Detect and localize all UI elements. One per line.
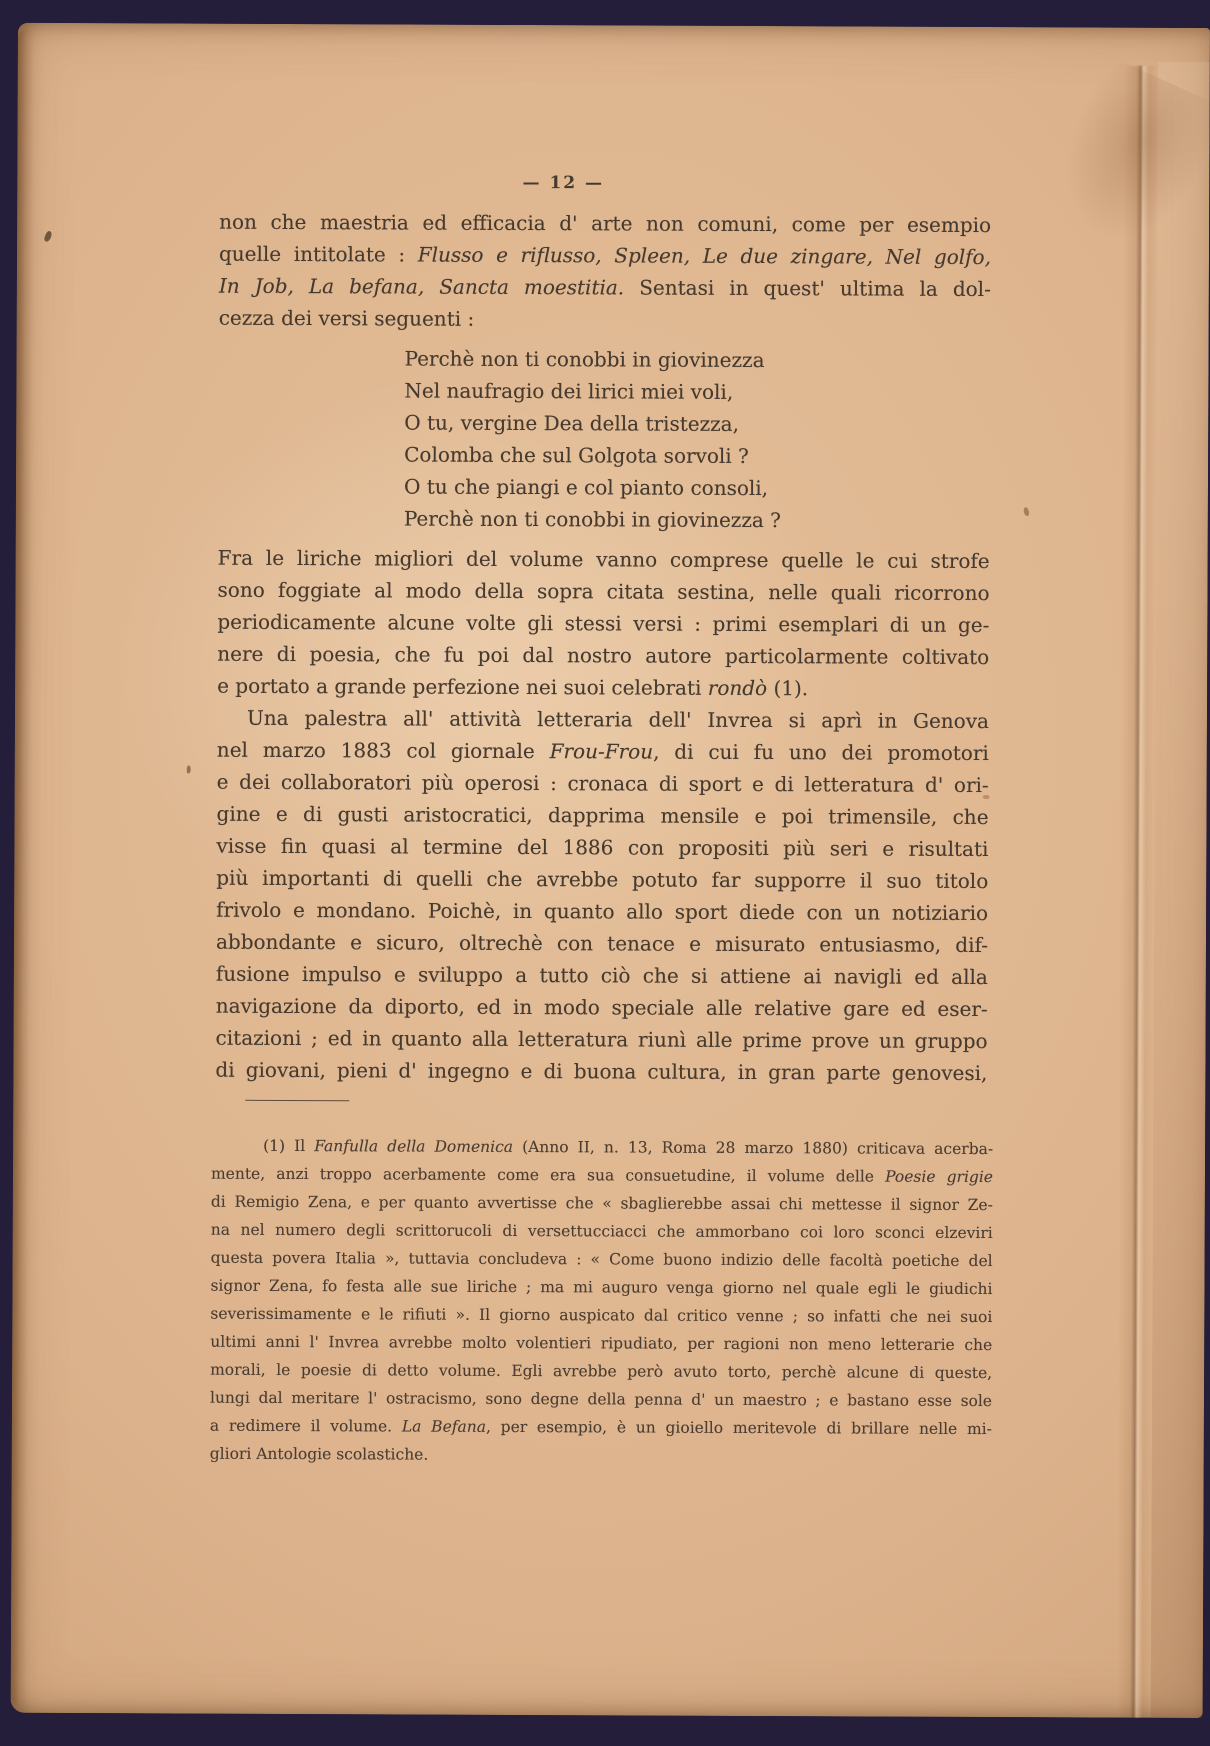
text-segment: Fra le liriche migliori del volume vanno comprese quelle le cui strofe [217,545,990,574]
text-segment: (1) Il [263,1136,315,1156]
footnote-line [210,1272,992,1303]
text-line [219,238,991,273]
text-segment: lungi dal meritare l' ostracismo, sono degne della penna d' un maestro ; e bastano esse sole [209,1388,993,1411]
text-line [217,670,989,705]
text-segment: na nel numero degli scrittorucoli di versettucciacci che ammorbano coi loro sconci elzeviri [210,1220,993,1243]
text-segment: Perchè non ti conobbi in giovinezza ? [403,506,781,533]
italic-text-segment: rondò [707,675,768,701]
text-segment: Colomba che sul Golgota sorvoli ? [404,442,749,468]
text-segment: più importanti di quelli che avrebbe potuto far supporre il suo titolo [216,865,989,894]
prose-block [217,542,990,705]
paper-speck [187,766,191,774]
text-segment: cezza dei versi seguenti : [218,305,475,331]
text-segment: Una palestra all' attività letteraria dell' Invrea si aprì in Genova [246,705,990,734]
paper-speck [1023,507,1030,517]
footnote-line [211,1160,993,1191]
text-segment: visse fin quasi al termine del 1886 con propositi più seri e risultati [216,833,989,862]
text-line [217,606,989,641]
text-segment: citazioni ; ed in quanto alla letteratura riunì alle prime prove un gruppo [215,1025,988,1054]
prose-block [215,702,989,1089]
paper-speck [983,795,990,799]
text-segment: Sentasi in quest' ultima la dol- [624,275,991,302]
verse-block [218,342,991,537]
text-line [216,958,988,993]
italic-text-segment: Poesie grigie [885,1167,994,1187]
text-line [216,862,988,897]
text-segment: di giovani, pieni d' ingegno e di buona cultura, in gran parte genovesi, [215,1057,988,1086]
fore-edge-panel [1151,62,1210,1718]
text-segment: periodicamente alcune volte gli stessi versi : primi esemplari di un ge- [217,609,990,638]
footnote-line [210,1440,992,1471]
paper-speck [43,230,53,243]
text-line [218,542,990,577]
footnote-block [210,1132,993,1471]
text-line [216,1022,988,1057]
book-page [11,23,1210,1718]
verse-line [218,342,990,377]
italic-text-segment: Fanfulla della Domenica [314,1137,514,1156]
text-segment: O tu, vergine Dea della tristezza, [404,410,740,436]
text-line [216,990,988,1025]
text-segment: (Anno II, n. 13, Roma 28 marzo 1880) criticava acerba- [512,1137,994,1159]
text-segment: Nel naufragio dei lirici miei voli, [404,378,734,404]
footnote-rule [245,1100,349,1101]
text-segment: mente, anzi troppo acerbamente come era sua consuetudine, il volume delle [210,1164,886,1186]
page-stack-edge [11,29,34,1709]
italic-text-segment: In Job, La befana, Sancta moestitia. [218,273,625,300]
text-segment: e portato a grande perfezione nei suoi celebrati [217,673,708,700]
footnote-line [210,1412,992,1443]
text-segment: Perchè non ti conobbi in giovinezza [404,346,765,373]
text-segment: ultimi anni l' Invrea avrebbe molto volentieri ripudiato, per ragioni non meno letterarie che [210,1332,993,1355]
text-line [219,270,991,305]
text-segment: (1). [767,676,809,701]
text-segment: navigazione da diporto, ed in modo speciale alle relative gare ed eser- [215,993,988,1022]
text-segment: quelle intitolate : [218,241,418,267]
text-segment: gine e di gusti aristocratici, dapprima mensile e poi trimensile, che [216,801,989,830]
text-line [216,926,988,961]
italic-text-segment: La Befana [401,1417,487,1436]
text-segment: di Remigio Zena, e per quanto avvertisse che « sbaglierebbe assai chi mettesse il signor Ze- [210,1192,993,1215]
text-column [215,206,991,1089]
verse-line [218,470,990,505]
text-segment: a redimere il volume. [209,1416,402,1436]
text-segment: e dei collaboratori più operosi : cronaca di sport e di letteratura d' ori- [216,769,989,798]
text-line [217,734,989,769]
text-segment: non che maestria ed efficacia d' arte non comuni, come per esempio [219,209,992,238]
verse-line [218,406,990,441]
text-line [217,702,989,737]
text-line [215,1054,987,1089]
footnote-line [210,1300,992,1331]
text-segment: severissimamente e le rifiuti ». Il giorno auspicato dal critico venne ; so infatti che nei suoi [210,1304,993,1327]
text-segment: nel marzo 1883 col giornale [216,737,550,764]
text-line [216,830,988,865]
verse-line [218,438,990,473]
footnote-line [210,1384,992,1415]
text-segment: morali, le poesie di detto volume. Egli avrebbe però avuto torto, perchè alcune di queste, [210,1360,993,1383]
italic-text-segment: Flusso e riflusso, Spleen, Le due zingare, Nel golfo, [417,242,992,270]
footnote-line [211,1132,993,1163]
text-line [217,574,989,609]
prose-block [210,1132,993,1471]
text-segment: sono foggiate al modo della sopra citata sestina, nelle quali ricorrono [217,577,990,606]
verse-line [218,374,990,409]
italic-text-segment: Frou-Frou [549,739,654,764]
text-line [219,206,991,241]
text-line [216,894,988,929]
footnote-line [211,1188,993,1219]
text-line [216,798,988,833]
footnote-line [211,1244,993,1275]
text-segment: abbondante e sicuro, oltrechè con tenace e misurato entusiasmo, dif- [215,929,989,958]
fold-crease [1117,66,1158,1718]
text-segment: questa povera Italia », tuttavia concludeva : « Come buono indizio delle facoltà poetiche del [210,1248,993,1271]
text-segment: gliori Antologie scolastiche. [209,1444,429,1464]
text-segment: nere di poesia, che fu poi dal nostro autore particolarmente coltivato [217,641,990,670]
footnote-line [210,1356,992,1387]
text-line [217,638,989,673]
page-number: — 12 — [522,173,605,194]
verse-line [218,502,990,537]
text-segment: , di cui fu uno dei promotori [653,739,989,766]
text-segment: , per esempio, è un gioiello meritevole di brillare nelle mi- [485,1417,992,1439]
text-segment: signor Zena, fo festa alle sue liriche ; ma mi auguro venga giorno nel quale egli le giudichi [210,1276,993,1299]
prose-block [219,206,992,337]
footnote-line [210,1328,992,1359]
text-line [219,302,991,337]
footnote-line [211,1216,993,1247]
text-line [217,766,989,801]
text-segment: frivolo e mondano. Poichè, in quanto allo sport diede con un notiziario [216,897,989,926]
text-segment: fusione impulso e sviluppo a tutto ciò che si attiene ai navigli ed alla [215,961,988,990]
text-segment: O tu che piangi e col pianto consoli, [403,474,769,501]
